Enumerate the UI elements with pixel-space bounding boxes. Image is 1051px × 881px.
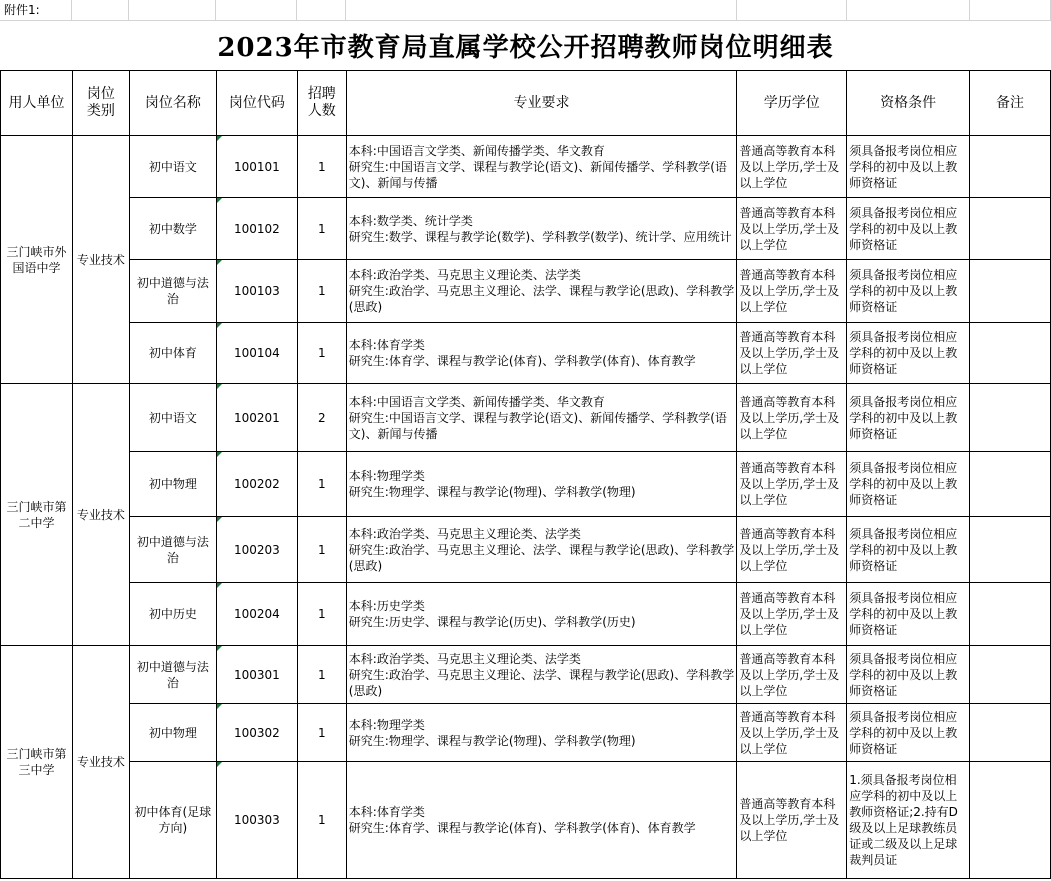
position-name: 初中物理 xyxy=(148,725,197,740)
major-requirement-cell[interactable] xyxy=(346,762,737,879)
degree-text: 普通高等教育本科及以上学历,学士及以上学位 xyxy=(739,268,840,314)
header-code[interactable]: 岗位代码 xyxy=(216,71,297,136)
qualification-cell[interactable] xyxy=(847,704,970,762)
major-undergrad: 本科:体育学类 xyxy=(348,338,425,352)
hire-count: 1 xyxy=(317,542,326,557)
note-cell[interactable] xyxy=(970,762,1051,879)
major-requirement-cell[interactable] xyxy=(346,704,737,762)
hire-count-cell[interactable] xyxy=(297,323,346,384)
degree-text: 普通高等教育本科及以上学历,学士及以上学位 xyxy=(739,394,840,441)
sheet-title: 2023年市教育局直属学校公开招聘教师岗位明细表 xyxy=(217,33,834,63)
unit-name: 三门峡市第三中学 xyxy=(6,747,67,777)
degree-text: 普通高等教育本科及以上学历,学士及以上学位 xyxy=(739,330,840,376)
position-code-cell[interactable] xyxy=(216,762,297,879)
empty-cell[interactable] xyxy=(216,0,297,21)
qualification-cell[interactable] xyxy=(847,384,970,452)
hire-count-cell[interactable] xyxy=(297,384,346,452)
qualification-text: 须具备报考岗位相应学科的初中及以上教师资格证 xyxy=(849,394,958,441)
note-cell[interactable] xyxy=(970,260,1051,323)
position-code-cell[interactable] xyxy=(216,452,297,517)
degree-cell[interactable] xyxy=(737,452,847,517)
header-category-text: 岗位类别 xyxy=(86,86,115,119)
position-code: 100101 xyxy=(233,159,280,174)
empty-cell[interactable] xyxy=(346,0,737,21)
unit-name: 三门峡市第二中学 xyxy=(6,499,67,530)
hire-count-cell[interactable] xyxy=(297,517,346,583)
major-undergrad: 本科:政治学类、马克思主义理论类、法学类 xyxy=(348,268,581,282)
qualification-cell[interactable] xyxy=(847,136,970,198)
major-undergrad: 本科:政治学类、马克思主义理论类、法学类 xyxy=(348,526,581,541)
hire-count-cell[interactable] xyxy=(297,583,346,646)
empty-cell[interactable] xyxy=(970,0,1051,21)
position-code: 100303 xyxy=(233,813,280,827)
position-code-cell[interactable] xyxy=(216,260,297,323)
header-count[interactable] xyxy=(297,71,346,136)
category-cell[interactable] xyxy=(72,136,129,384)
position-name: 初中历史 xyxy=(148,607,197,621)
major-postgrad: 研究生:物理学、课程与教学论(物理)、学科教学(物理) xyxy=(348,733,636,748)
header-major[interactable]: 专业要求 xyxy=(346,71,737,136)
note-cell[interactable] xyxy=(970,452,1051,517)
degree-cell[interactable] xyxy=(737,323,847,384)
hire-count: 1 xyxy=(317,477,326,491)
position-name: 初中道德与法治 xyxy=(136,276,209,306)
degree-cell[interactable] xyxy=(737,260,847,323)
table-row xyxy=(1,646,1051,704)
qualification-text: 须具备报考岗位相应学科的初中及以上教师资格证 xyxy=(849,461,958,507)
hire-count-cell[interactable] xyxy=(297,260,346,323)
hire-count: 1 xyxy=(317,607,326,621)
major-postgrad: 研究生:体育学、课程与教学论(体育)、学科教学(体育)、体育教学 xyxy=(348,354,696,368)
unit-name: 三门峡市外国语中学 xyxy=(6,244,67,275)
major-undergrad: 本科:数学类、统计学类 xyxy=(348,213,473,228)
position-name: 初中体育(足球方向) xyxy=(134,805,212,835)
qualification-text: 须具备报考岗位相应学科的初中及以上教师资格证 xyxy=(849,143,958,190)
header-category[interactable] xyxy=(72,71,129,136)
qualification-text: 1.须具备报考岗位相应学科的初中及以上教师资格证;2.持有D级及以上足球教练员证或二级及以上足球裁判员证 xyxy=(849,773,958,867)
table-row xyxy=(1,452,1051,517)
major-postgrad: 研究生:体育学、课程与教学论(体育)、学科教学(体育)、体育教学 xyxy=(348,821,696,835)
table-row xyxy=(1,704,1051,762)
degree-text: 普通高等教育本科及以上学历,学士及以上学位 xyxy=(739,143,840,190)
position-name-cell[interactable] xyxy=(129,646,216,704)
qualification-cell[interactable] xyxy=(847,762,970,879)
major-undergrad: 本科:政治学类、马克思主义理论类、法学类 xyxy=(348,651,581,666)
degree-cell[interactable] xyxy=(737,384,847,452)
category-text: 专业技术 xyxy=(76,252,125,267)
position-name-cell[interactable] xyxy=(129,704,216,762)
major-requirement-cell[interactable] xyxy=(346,452,737,517)
position-name: 初中数学 xyxy=(148,221,197,236)
degree-text: 普通高等教育本科及以上学历,学士及以上学位 xyxy=(739,709,840,756)
unit-cell[interactable] xyxy=(1,136,73,384)
table-row xyxy=(1,384,1051,452)
degree-text: 普通高等教育本科及以上学历,学士及以上学位 xyxy=(739,205,840,252)
hire-count-cell[interactable] xyxy=(297,704,346,762)
note-cell[interactable] xyxy=(970,583,1051,646)
position-name: 初中道德与法治 xyxy=(136,534,209,565)
position-name: 初中道德与法治 xyxy=(136,659,209,690)
unit-cell[interactable] xyxy=(1,384,73,646)
qualification-cell[interactable] xyxy=(847,646,970,704)
hire-count: 1 xyxy=(317,346,326,360)
degree-cell[interactable] xyxy=(737,517,847,583)
note-cell[interactable] xyxy=(970,323,1051,384)
table-row xyxy=(1,517,1051,583)
major-postgrad: 研究生:中国语言文学、课程与教学论(语文)、新闻传播学、学科教学(语文)、新闻与传播 xyxy=(348,159,727,190)
table-row xyxy=(1,323,1051,384)
header-degree[interactable]: 学历学位 xyxy=(737,71,847,136)
hire-count-cell[interactable] xyxy=(297,452,346,517)
hire-count: 1 xyxy=(317,667,326,682)
qualification-cell[interactable] xyxy=(847,198,970,260)
empty-cell[interactable] xyxy=(129,0,216,21)
qualification-text: 须具备报考岗位相应学科的初中及以上教师资格证 xyxy=(849,651,958,698)
position-code-cell[interactable] xyxy=(216,136,297,198)
major-requirement-cell[interactable] xyxy=(346,198,737,260)
position-name-cell[interactable] xyxy=(129,517,216,583)
position-name: 初中体育 xyxy=(148,346,197,360)
major-postgrad: 研究生:中国语言文学、课程与教学论(语文)、新闻传播学、学科教学(语文)、新闻与传播 xyxy=(348,410,727,441)
qualification-text: 须具备报考岗位相应学科的初中及以上教师资格证 xyxy=(849,591,958,637)
major-requirement-cell[interactable] xyxy=(346,136,737,198)
qualification-text: 须具备报考岗位相应学科的初中及以上教师资格证 xyxy=(849,330,958,376)
header-unit[interactable]: 用人单位 xyxy=(1,71,73,136)
header-qualification[interactable]: 资格条件 xyxy=(847,71,970,136)
position-code-cell[interactable] xyxy=(216,517,297,583)
qualification-cell[interactable] xyxy=(847,452,970,517)
hire-count: 1 xyxy=(317,221,326,236)
category-text: 专业技术 xyxy=(76,507,125,522)
position-name-cell[interactable] xyxy=(129,260,216,323)
table-row xyxy=(1,136,1051,198)
position-code: 100103 xyxy=(233,284,280,298)
empty-cell[interactable] xyxy=(737,0,847,21)
degree-text: 普通高等教育本科及以上学历,学士及以上学位 xyxy=(739,651,840,698)
hire-count: 1 xyxy=(317,813,326,827)
position-code: 100204 xyxy=(233,607,280,621)
position-name: 初中语文 xyxy=(148,410,197,425)
empty-cell[interactable] xyxy=(72,0,129,21)
note-cell[interactable] xyxy=(970,136,1051,198)
header-name[interactable]: 岗位名称 xyxy=(129,71,216,136)
qualification-text: 须具备报考岗位相应学科的初中及以上教师资格证 xyxy=(849,205,958,252)
qualification-text: 须具备报考岗位相应学科的初中及以上教师资格证 xyxy=(849,268,958,314)
unit-cell[interactable] xyxy=(1,646,73,879)
major-undergrad: 本科:历史学类 xyxy=(348,599,425,613)
hire-count: 1 xyxy=(317,725,326,740)
position-code: 100203 xyxy=(233,542,280,557)
table-body xyxy=(1,136,1051,879)
table-row xyxy=(1,583,1051,646)
position-name-cell[interactable] xyxy=(129,136,216,198)
degree-cell[interactable] xyxy=(737,762,847,879)
hire-count: 2 xyxy=(317,410,326,425)
hire-count: 1 xyxy=(317,284,326,298)
attachment-row xyxy=(0,0,1051,21)
note-cell[interactable] xyxy=(970,704,1051,762)
position-code-cell[interactable] xyxy=(216,323,297,384)
major-requirement-cell[interactable] xyxy=(346,583,737,646)
major-postgrad: 研究生:数学、课程与教学论(数学)、学科教学(数学)、统计学、应用统计 xyxy=(348,229,732,244)
attachment-cell[interactable] xyxy=(0,0,72,21)
position-code-cell[interactable] xyxy=(216,384,297,452)
degree-text: 普通高等教育本科及以上学历,学士及以上学位 xyxy=(739,591,840,637)
degree-text: 普通高等教育本科及以上学历,学士及以上学位 xyxy=(739,797,840,843)
note-cell[interactable] xyxy=(970,517,1051,583)
position-code-cell[interactable] xyxy=(216,198,297,260)
major-postgrad: 研究生:政治学、马克思主义理论、法学、课程与教学论(思政)、学科教学(思政) xyxy=(348,667,735,698)
position-name-cell[interactable] xyxy=(129,384,216,452)
major-postgrad: 研究生:政治学、马克思主义理论、法学、课程与教学论(思政)、学科教学(思政) xyxy=(348,284,735,314)
qualification-cell[interactable] xyxy=(847,260,970,323)
major-requirement-cell[interactable] xyxy=(346,517,737,583)
header-note[interactable]: 备注 xyxy=(970,71,1051,136)
qualification-cell[interactable] xyxy=(847,583,970,646)
qualification-cell[interactable] xyxy=(847,517,970,583)
position-code: 100201 xyxy=(233,410,280,425)
position-name: 初中语文 xyxy=(148,159,197,174)
note-cell[interactable] xyxy=(970,384,1051,452)
position-name-cell[interactable] xyxy=(129,762,216,879)
position-code: 100301 xyxy=(233,667,280,682)
degree-cell[interactable] xyxy=(737,136,847,198)
major-undergrad: 本科:物理学类 xyxy=(348,469,425,483)
major-requirement-cell[interactable] xyxy=(346,323,737,384)
position-code: 100104 xyxy=(233,346,280,360)
degree-cell[interactable] xyxy=(737,583,847,646)
note-cell[interactable] xyxy=(970,646,1051,704)
position-name-cell[interactable] xyxy=(129,452,216,517)
category-text: 专业技术 xyxy=(76,755,125,769)
hire-count-cell[interactable] xyxy=(297,762,346,879)
degree-cell[interactable] xyxy=(737,198,847,260)
hire-count-cell[interactable] xyxy=(297,136,346,198)
position-code: 100302 xyxy=(233,725,280,740)
hire-count: 1 xyxy=(317,159,326,174)
qualification-text: 须具备报考岗位相应学科的初中及以上教师资格证 xyxy=(849,526,958,573)
empty-cell[interactable] xyxy=(297,0,346,21)
position-code-cell[interactable] xyxy=(216,704,297,762)
position-code-cell[interactable] xyxy=(216,646,297,704)
degree-cell[interactable] xyxy=(737,646,847,704)
category-cell[interactable] xyxy=(72,384,129,646)
major-postgrad: 研究生:历史学、课程与教学论(历史)、学科教学(历史) xyxy=(348,615,636,629)
position-name: 初中物理 xyxy=(148,477,197,491)
qualification-cell[interactable] xyxy=(847,323,970,384)
major-postgrad: 研究生:物理学、课程与教学论(物理)、学科教学(物理) xyxy=(348,485,636,499)
major-undergrad: 本科:中国语言文学类、新闻传播学类、华文教育 xyxy=(348,394,605,409)
empty-cell[interactable] xyxy=(847,0,970,21)
positions-table xyxy=(0,70,1051,879)
major-requirement-cell[interactable] xyxy=(346,260,737,323)
table-row xyxy=(1,762,1051,879)
major-undergrad: 本科:物理学类 xyxy=(348,717,425,732)
table-row xyxy=(1,198,1051,260)
position-code: 100202 xyxy=(233,477,280,491)
degree-text: 普通高等教育本科及以上学历,学士及以上学位 xyxy=(739,526,840,573)
table-row xyxy=(1,260,1051,323)
major-undergrad: 本科:体育学类 xyxy=(348,805,425,819)
major-requirement-cell[interactable] xyxy=(346,646,737,704)
major-postgrad: 研究生:政治学、马克思主义理论、法学、课程与教学论(思政)、学科教学(思政) xyxy=(348,542,735,573)
hire-count-cell[interactable] xyxy=(297,646,346,704)
category-cell[interactable] xyxy=(72,646,129,879)
degree-text: 普通高等教育本科及以上学历,学士及以上学位 xyxy=(739,461,840,507)
position-name-cell[interactable] xyxy=(129,583,216,646)
qualification-text: 须具备报考岗位相应学科的初中及以上教师资格证 xyxy=(849,709,958,756)
position-code: 100102 xyxy=(233,221,280,236)
major-undergrad: 本科:中国语言文学类、新闻传播学类、华文教育 xyxy=(348,143,605,158)
note-cell[interactable] xyxy=(970,198,1051,260)
degree-cell[interactable] xyxy=(737,704,847,762)
major-requirement-cell[interactable] xyxy=(346,384,737,452)
position-name-cell[interactable] xyxy=(129,198,216,260)
header-count-text: 招聘人数 xyxy=(307,86,336,119)
hire-count-cell[interactable] xyxy=(297,198,346,260)
attachment-label: 附件1: xyxy=(4,3,40,17)
position-name-cell[interactable] xyxy=(129,323,216,384)
header-row xyxy=(1,71,1051,136)
position-code-cell[interactable] xyxy=(216,583,297,646)
